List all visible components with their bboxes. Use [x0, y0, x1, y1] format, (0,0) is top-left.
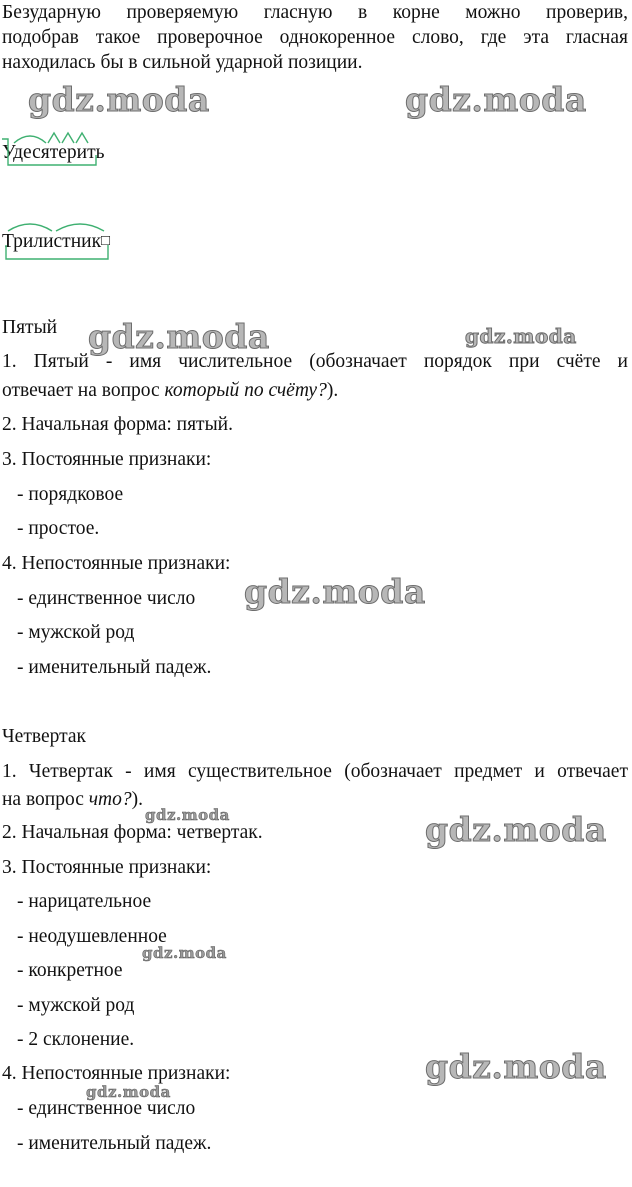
text: ). — [326, 380, 339, 401]
watermark: gdz.moda — [88, 317, 270, 356]
list-item: - единственное число — [17, 1098, 196, 1119]
parse1-point1-line2 — [2, 380, 628, 402]
watermark: gdz.moda — [244, 572, 426, 611]
parse1-title: Пятый — [2, 317, 58, 338]
list-item: - порядковое — [17, 484, 124, 505]
question-italic: что? — [88, 789, 132, 810]
parse1-point4: 4. Непостоянные признаки: — [2, 553, 231, 574]
list-item: - мужской род — [17, 622, 135, 643]
parse2-point1-line2 — [2, 789, 628, 811]
list-item: - простое. — [17, 518, 100, 539]
suffix-caret — [48, 133, 60, 143]
root-arc — [56, 224, 104, 231]
watermark: gdz.moda — [465, 324, 577, 348]
watermark: gdz.moda — [145, 806, 230, 824]
parse2-point3: 3. Постоянные признаки: — [2, 857, 212, 878]
list-item: - единственное число — [17, 588, 196, 609]
parse1-point1-line1: 1. Пятый - имя числительное (обозначает порядок при счёте и — [2, 351, 628, 372]
watermark: gdz.moda — [86, 1083, 171, 1101]
list-item: - мужской род — [17, 995, 135, 1016]
morpheme-markup-word1 — [0, 127, 110, 167]
intro-line-1: Безударную проверяемую гласную в корне можно проверив, — [2, 2, 628, 23]
intro-paragraph — [2, 0, 628, 75]
parse2-title: Четвертак — [2, 726, 86, 747]
watermark: gdz.moda — [425, 1047, 607, 1086]
parse2-point2: 2. Начальная форма: четвертак. — [2, 822, 263, 843]
suffix-caret — [62, 133, 74, 143]
watermark: gdz.moda — [142, 944, 227, 962]
list-item: - именительный падеж. — [17, 1133, 212, 1154]
intro-line-3: находилась бы в сильной ударной позиции. — [2, 52, 363, 73]
watermark: gdz.moda — [425, 810, 607, 849]
list-item: - 2 склонение. — [17, 1029, 135, 1050]
stem-bracket — [8, 155, 96, 165]
root-arc — [14, 136, 46, 143]
parse1-point3: 3. Постоянные признаки: — [2, 449, 212, 470]
control-char: □ — [101, 233, 111, 249]
list-item: - конкретное — [17, 960, 123, 981]
stem-bracket — [6, 245, 108, 259]
watermark: gdz.moda — [28, 80, 210, 119]
parse2-point1-line1: 1. Четвертак - имя существительное (обозначает предмет и отвечает — [2, 761, 628, 782]
watermark: gdz.moda — [405, 80, 587, 119]
parse2-point4: 4. Непостоянные признаки: — [2, 1063, 231, 1084]
intro-line-2: подобрав такое проверочное однокоренное слово, где эта гласная — [2, 27, 628, 48]
list-item: - нарицательное — [17, 891, 152, 912]
prefix-mark — [2, 139, 8, 155]
parse1-point2: 2. Начальная форма: пятый. — [2, 414, 233, 435]
morpheme-markup-word2 — [0, 215, 120, 260]
question-italic: который по счёту? — [164, 380, 327, 401]
text: отвечает на вопрос — [2, 380, 165, 401]
suffix-caret — [76, 133, 88, 143]
list-item: - именительный падеж. — [17, 657, 212, 678]
text: ). — [131, 789, 144, 810]
text: на вопрос — [2, 789, 89, 810]
word-label: Трилистник — [2, 231, 102, 252]
word-label: Удесятерить — [2, 142, 105, 163]
list-item: - неодушевленное — [17, 926, 167, 947]
root-arc — [8, 224, 52, 231]
